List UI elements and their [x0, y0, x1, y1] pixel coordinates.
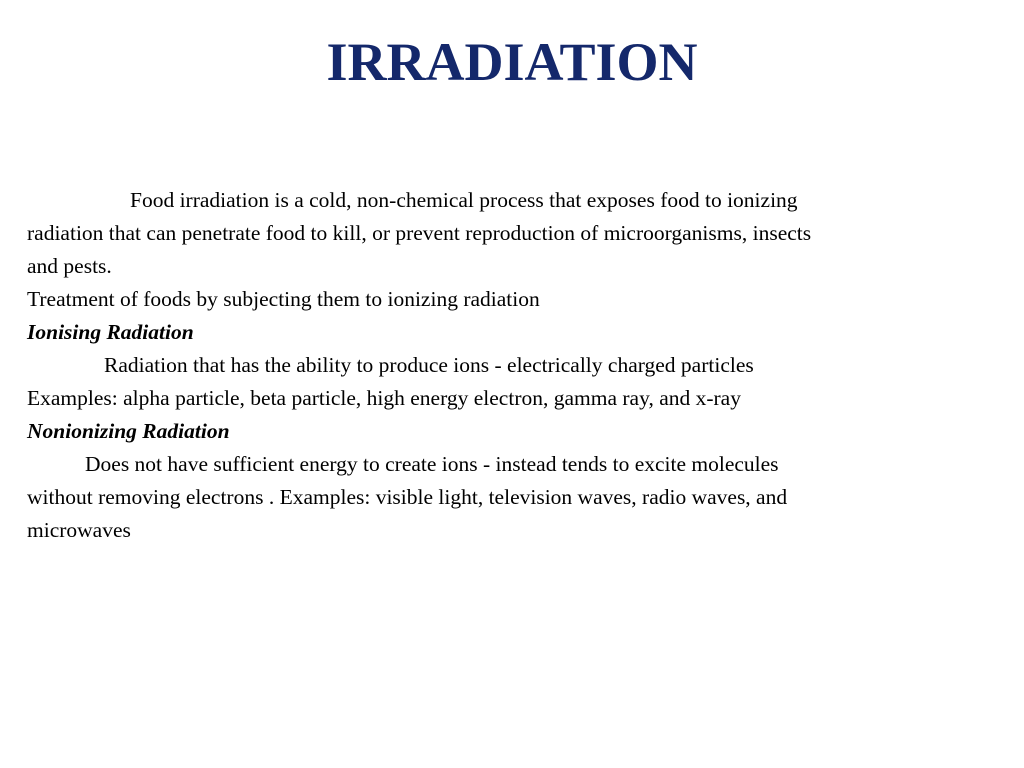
treatment-line: Treatment of foods by subjecting them to ionizing radiation: [27, 287, 540, 311]
definition-line-2: radiation that can penetrate food to kill, or prevent reproduction of microorganisms, insects: [27, 221, 812, 245]
nonionizing-radiation-heading: Nonionizing Radiation: [27, 419, 230, 443]
nonionizing-description-line-1: Does not have sufficient energy to create ions - instead tends to excite molecules: [85, 452, 779, 476]
ionising-examples: Examples: alpha particle, beta particle, high energy electron, gamma ray, and x-ray: [27, 386, 741, 410]
ionising-radiation-heading: Ionising Radiation: [27, 320, 194, 344]
nonionizing-description-line-2: without removing electrons . Examples: visible light, television waves, radio waves, and: [27, 485, 788, 509]
nonionizing-description-line-3: microwaves: [27, 518, 131, 542]
slide-title: IRRADIATION: [326, 32, 698, 92]
definition-line-3: and pests.: [27, 254, 112, 278]
definition-line-1: Food irradiation is a cold, non-chemical process that exposes food to ionizing: [130, 188, 798, 212]
ionising-description: Radiation that has the ability to produce ions - electrically charged particles: [104, 353, 754, 377]
slide-body: [27, 184, 987, 547]
